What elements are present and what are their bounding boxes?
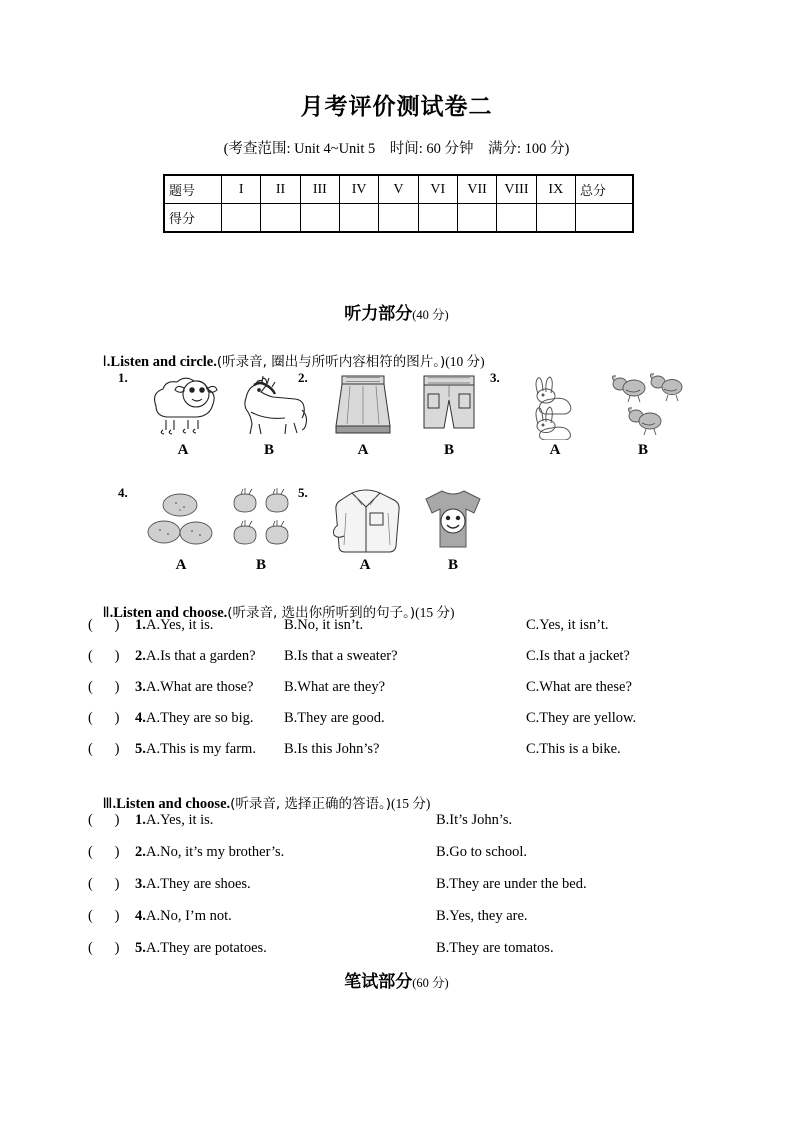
option-b[interactable]: B.Is this John’s? <box>284 741 380 757</box>
table-row-header <box>164 175 633 204</box>
exam-scope-subtitle: (考查范围: Unit 4~Unit 5 时间: 60 分钟 满分: 100 分) <box>223 141 570 157</box>
score-cell-4[interactable] <box>339 204 378 233</box>
option-b[interactable]: B.It’s John’s. <box>436 812 513 828</box>
option-a[interactable]: A.They are shoes. <box>146 876 251 892</box>
exercise-2-question-3 <box>88 679 768 701</box>
exercise-2-roman: Ⅱ <box>102 605 110 621</box>
picture-option-5a[interactable] <box>322 483 408 563</box>
option-b[interactable]: B.They are tomatos. <box>436 940 554 956</box>
picture-option-label-4a: A <box>175 557 187 573</box>
table-row-score <box>164 204 633 233</box>
picture-option-label-1b: B <box>263 442 274 458</box>
picture-option-2a[interactable] <box>320 368 406 440</box>
option-a[interactable]: A.This is my farm. <box>146 741 256 757</box>
answer-blank[interactable]: ( ) <box>88 617 120 633</box>
picture-option-label-2b: B <box>443 442 454 458</box>
answer-blank[interactable]: ( ) <box>88 648 120 664</box>
picture-option-5b[interactable] <box>410 483 496 555</box>
score-table-col-6: VI <box>418 175 457 204</box>
option-c[interactable]: C.What are these? <box>526 679 632 695</box>
question-number: 4. <box>135 908 146 924</box>
exercise-3-instruction: (听录音, 选择正确的答语。) <box>230 796 392 812</box>
score-cell-2[interactable] <box>261 204 300 233</box>
question-number: 2. <box>135 648 146 664</box>
score-table-col-total: 总分 <box>576 175 634 204</box>
option-c[interactable]: C.They are yellow. <box>526 710 637 726</box>
score-table-col-5: V <box>379 175 418 204</box>
option-a[interactable]: A.Is that a garden? <box>146 648 256 664</box>
question-number: 5. <box>135 741 146 757</box>
tshirt-icon <box>410 483 496 555</box>
score-table-row-label-score: 得分 <box>164 204 222 233</box>
question-number: 1. <box>135 812 146 828</box>
picture-option-label-5a: A <box>359 557 371 573</box>
answer-blank[interactable]: ( ) <box>88 812 120 828</box>
option-a[interactable]: A.They are potatoes. <box>146 940 267 956</box>
exercise-2-question-4 <box>88 710 768 732</box>
answer-blank[interactable]: ( ) <box>88 741 120 757</box>
score-table-col-7: VII <box>457 175 496 204</box>
answer-blank[interactable]: ( ) <box>88 844 120 860</box>
picture-option-label-3b: B <box>637 442 648 458</box>
score-table <box>163 174 634 233</box>
skirt-icon <box>320 368 406 440</box>
picture-option-3b[interactable] <box>600 368 686 440</box>
option-b[interactable]: B.Is that a sweater? <box>284 648 398 664</box>
exercise-3-title: .Listen and choose. <box>112 796 231 812</box>
listening-part-banner <box>0 299 793 324</box>
picture-option-label-5b: B <box>447 557 458 573</box>
score-cell-total[interactable] <box>576 204 634 233</box>
score-table-row-label-question: 题号 <box>164 175 222 204</box>
question-number: 5. <box>298 485 308 500</box>
score-table-col-4: IV <box>339 175 378 204</box>
written-part-name: 笔试部分 <box>344 972 413 992</box>
exercise-1-instruction: (听录音, 圈出与所听内容相符的图片。) <box>216 354 446 370</box>
answer-blank[interactable]: ( ) <box>88 908 120 924</box>
page-title: 月考评价测试卷二 <box>300 93 493 120</box>
written-part-banner <box>0 967 793 992</box>
question-number: 5. <box>135 940 146 956</box>
sheep-icon <box>140 368 226 440</box>
picture-question-row-1 <box>0 368 793 468</box>
question-number: 2. <box>298 370 308 385</box>
question-number: 3. <box>135 876 146 892</box>
exercise-2-title: .Listen and choose. <box>109 605 228 621</box>
exercise-2-points: (15 分) <box>415 605 455 620</box>
option-a[interactable]: A.What are those? <box>146 679 254 695</box>
jacket-icon <box>322 483 412 563</box>
score-cell-6[interactable] <box>418 204 457 233</box>
exercise-1-points: (10 分) <box>445 354 485 369</box>
score-cell-7[interactable] <box>457 204 496 233</box>
picture-option-label-4b: B <box>255 557 266 573</box>
score-cell-9[interactable] <box>536 204 575 233</box>
exercise-3-question-2 <box>88 844 768 866</box>
option-c[interactable]: C.Yes, it isn’t. <box>526 617 609 633</box>
score-table-col-2: II <box>261 175 300 204</box>
listening-part-name: 听力部分 <box>344 304 413 324</box>
exercise-2-question-2 <box>88 648 768 670</box>
picture-option-2b[interactable] <box>406 368 492 440</box>
option-a[interactable]: A.No, it’s my brother’s. <box>146 844 285 860</box>
exercise-3-roman: Ⅲ <box>102 796 113 812</box>
rabbits-icon <box>512 368 598 440</box>
picture-option-3a[interactable] <box>512 368 598 440</box>
option-b[interactable]: B.Go to school. <box>436 844 528 860</box>
exercise-3-question-1 <box>88 812 768 834</box>
option-b[interactable]: B.What are they? <box>284 679 386 695</box>
question-number: 4. <box>118 485 128 500</box>
exercise-2-question-5 <box>88 741 768 763</box>
listening-part-points: (40 分) <box>412 308 449 322</box>
potatoes-icon <box>138 483 224 555</box>
shorts-icon <box>406 368 492 440</box>
exercise-2-question-1 <box>88 617 768 639</box>
score-table-col-1: I <box>222 175 261 204</box>
hens-icon <box>600 368 686 440</box>
exercise-1-roman: Ⅰ <box>102 354 107 370</box>
question-number: 1. <box>118 370 128 385</box>
option-a[interactable]: A.They are so big. <box>146 710 254 726</box>
option-a[interactable]: A.Yes, it is. <box>146 812 214 828</box>
question-number: 4. <box>135 710 146 726</box>
picture-option-label-2a: A <box>357 442 369 458</box>
exercise-1-title: .Listen and circle. <box>106 354 217 370</box>
option-b[interactable]: B.They are under the bed. <box>436 876 587 892</box>
score-cell-5[interactable] <box>379 204 418 233</box>
score-table-col-3: III <box>300 175 339 204</box>
option-a[interactable]: A.No, I’m not. <box>146 908 232 924</box>
picture-option-1a[interactable] <box>140 368 226 440</box>
exercise-3-question-5 <box>88 940 768 962</box>
exercise-3-points: (15 分) <box>391 796 431 811</box>
exercise-3-question-3 <box>88 876 768 898</box>
question-number: 3. <box>135 679 146 695</box>
written-part-points: (60 分) <box>412 976 449 990</box>
score-table-col-8: VIII <box>497 175 536 204</box>
option-b[interactable]: B.No, it isn’t. <box>284 617 364 633</box>
option-b[interactable]: B.They are good. <box>284 710 385 726</box>
score-cell-8[interactable] <box>497 204 536 233</box>
option-c[interactable]: C.Is that a jacket? <box>526 648 630 664</box>
picture-question-row-2 <box>0 483 793 578</box>
answer-blank[interactable]: ( ) <box>88 679 120 695</box>
answer-blank[interactable]: ( ) <box>88 710 120 726</box>
picture-option-label-3a: A <box>549 442 561 458</box>
option-c[interactable]: C.This is a bike. <box>526 741 621 757</box>
picture-option-4b[interactable] <box>218 483 304 555</box>
score-cell-3[interactable] <box>300 204 339 233</box>
option-b[interactable]: B.Yes, they are. <box>436 908 528 924</box>
score-cell-1[interactable] <box>222 204 261 233</box>
option-a[interactable]: A.Yes, it is. <box>146 617 214 633</box>
onions-icon <box>218 483 304 555</box>
exercise-2-instruction: (听录音, 选出你所听到的句子。) <box>227 605 416 621</box>
picture-option-4a[interactable] <box>138 483 224 555</box>
question-number: 1. <box>135 617 146 633</box>
question-number: 2. <box>135 844 146 860</box>
answer-blank[interactable]: ( ) <box>88 876 120 892</box>
exercise-3-question-4 <box>88 908 768 930</box>
answer-blank[interactable]: ( ) <box>88 940 120 956</box>
picture-option-label-1a: A <box>177 442 189 458</box>
question-number: 3. <box>490 370 500 385</box>
score-table-col-9: IX <box>536 175 575 204</box>
